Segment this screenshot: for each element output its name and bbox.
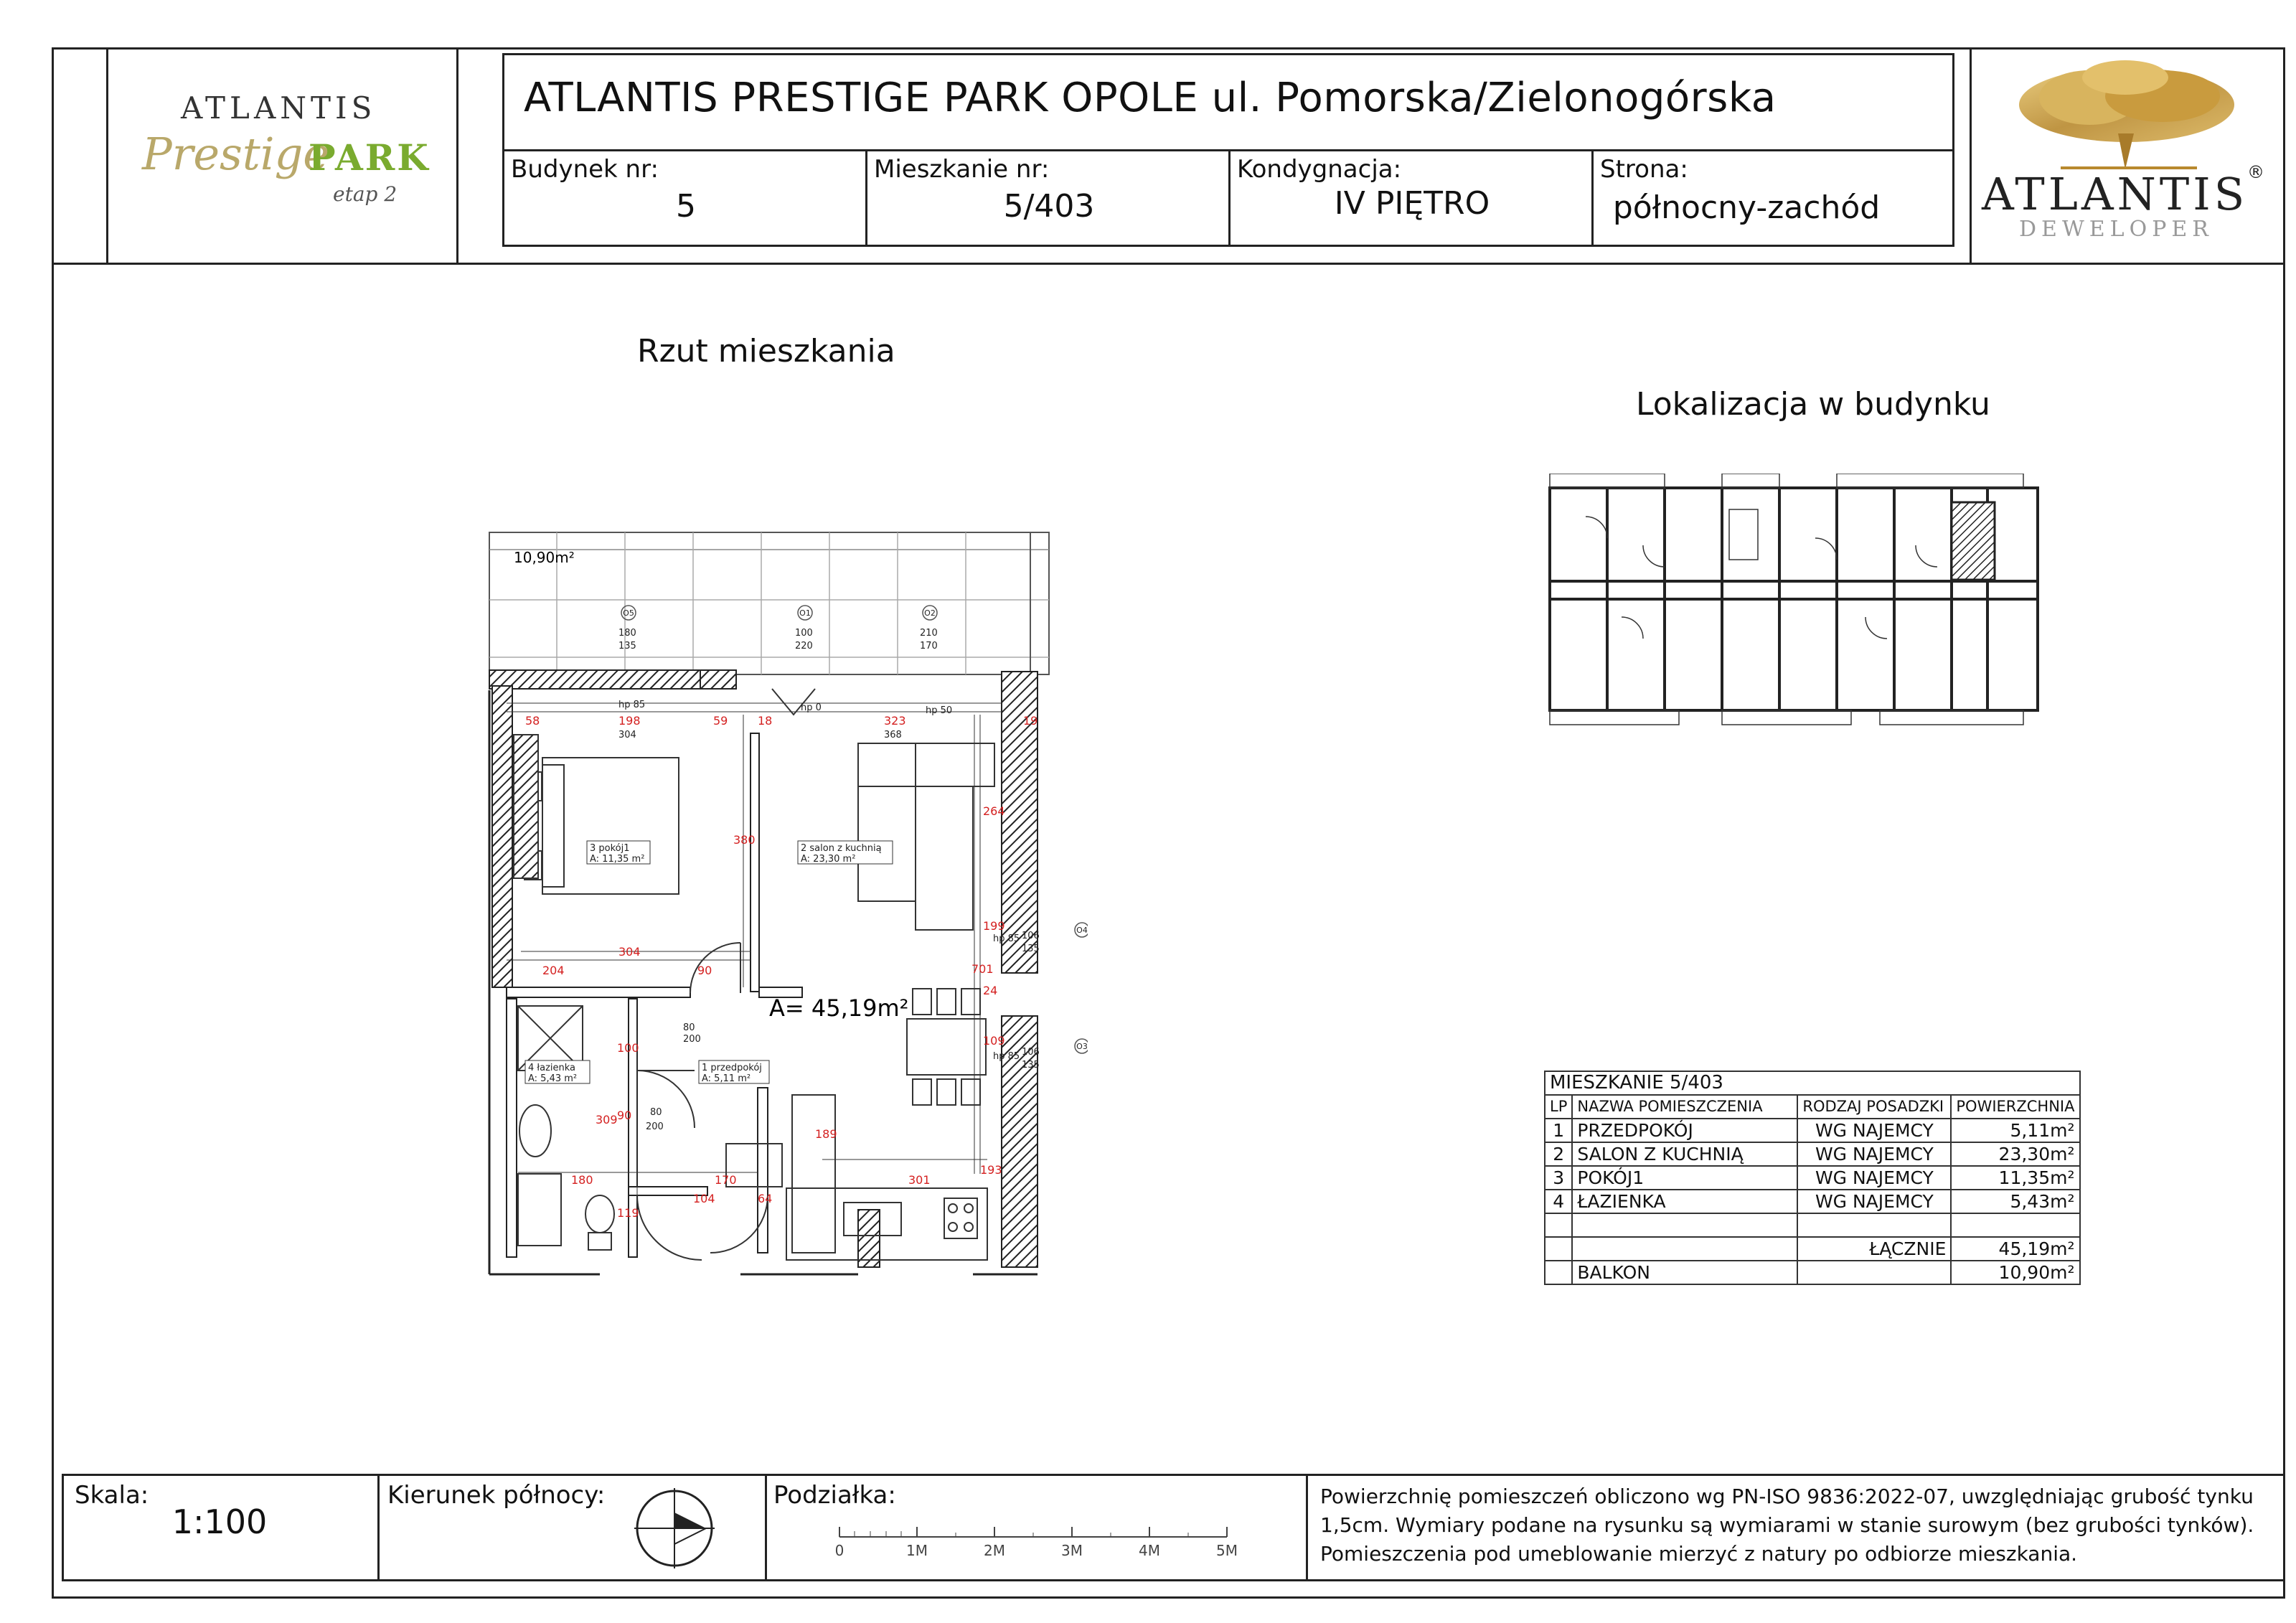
plan-heading: Rzut mieszkania (637, 333, 895, 370)
row-floor: WG NAJEMCY (1797, 1142, 1951, 1166)
table-row (1545, 1213, 2080, 1237)
table-header-row (1545, 1095, 2080, 1119)
dim-red: 180 (571, 1173, 593, 1187)
north-label: Kierunek północy: (387, 1481, 606, 1510)
ruler-tick: 2M (984, 1542, 1005, 1559)
window-tag: O5 (623, 608, 634, 618)
registered-mark: ® (2247, 162, 2264, 182)
row-name: ŁAZIENKA (1572, 1190, 1797, 1213)
dim-red: 189 (815, 1127, 837, 1141)
apartment-highlight (1952, 502, 1995, 580)
bed (514, 735, 679, 894)
scale-label: Skala: (75, 1481, 149, 1510)
footer-divider (377, 1474, 380, 1581)
row-name: PRZEDPOKÓJ (1572, 1119, 1797, 1142)
building-label: Budynek nr: (511, 155, 659, 184)
dim-black: 220 (795, 641, 813, 651)
col-area: POWIERZCHNIA (1951, 1095, 2079, 1119)
scale-ruler (825, 1520, 1256, 1570)
room-label-living: 2 salon z kuchnią (801, 843, 882, 854)
room-labels (525, 841, 893, 1084)
dim-red: 100 (617, 1041, 639, 1055)
partition-walls (507, 733, 802, 1257)
side-value: północny-zachód (1612, 189, 1881, 226)
dim-black: 100 (795, 628, 813, 639)
dim-red: 309 (596, 1113, 618, 1126)
header-divider (52, 263, 2285, 265)
footer-divider (1306, 1474, 1308, 1581)
north-arrow-icon (631, 1485, 718, 1571)
floor-plan (485, 528, 1088, 1303)
dim-black: hp 0 (801, 702, 822, 713)
logo-line1: ATLANTIS (181, 90, 377, 126)
dim-red: 119 (617, 1206, 639, 1220)
footer-divider (765, 1474, 767, 1581)
sheet-frame (52, 47, 2285, 1599)
room-label-bathroom: 4 łazienka (528, 1063, 576, 1073)
footer-note: Powierzchnię pomieszczeń obliczono wg PN-ISO 9836:2022-07, uwzględniając grubość tynku 1,5cm. Wymiary podane na rysunku są wymiarami w stanie surowym (bez grubości tynków). Pomieszczenia pod umeblowanie mierzyć z natury po odbiorze mieszkania. (1320, 1485, 2254, 1566)
apartment-value: 5/403 (1003, 188, 1095, 225)
bathroom-fixtures (518, 1006, 614, 1250)
dim-red: 90 (697, 964, 712, 977)
scale-value: 1:100 (171, 1502, 268, 1541)
dim-red: 304 (618, 945, 641, 959)
room-label-hall: 1 przedpokój (702, 1063, 762, 1073)
logo-line2b: PARK (309, 136, 430, 179)
dim-black: 80 (683, 1022, 695, 1033)
floor-value: IV PIĘTRO (1334, 185, 1490, 222)
floor-label: Kondygnacja: (1237, 155, 1402, 184)
dim-black: 180 (618, 628, 636, 639)
dim-black: 80 (650, 1107, 662, 1118)
ruler-label: Podziałka: (773, 1481, 896, 1510)
balcony-label: BALKON (1572, 1261, 1797, 1284)
ruler-tick: 1M (906, 1542, 928, 1559)
tree-icon (1975, 55, 2276, 177)
ruler-tick: 0 (834, 1542, 844, 1559)
row-area: 5,11m² (1951, 1119, 2079, 1142)
dim-black: 135 (1022, 1060, 1040, 1071)
dim-black: 135 (618, 641, 636, 651)
logo-line2a: Prestige (142, 128, 329, 180)
table-balcony-row (1545, 1261, 2080, 1284)
dim-red: 170 (715, 1173, 737, 1187)
location-heading: Lokalizacja w budynku (1636, 386, 1990, 423)
row-area: 5,43m² (1951, 1190, 2079, 1213)
room-label-bedroom: 3 pokój1 (590, 843, 630, 854)
row-lp: 2 (1545, 1142, 1572, 1166)
dim-red: 59 (713, 714, 728, 728)
side-label: Strona: (1600, 155, 1688, 184)
col-name: NAZWA POMIESZCZENIA (1572, 1095, 1797, 1119)
dim-black: 368 (884, 730, 902, 740)
dim-red: 301 (908, 1173, 931, 1187)
dim-black: 200 (683, 1034, 701, 1045)
dim-black: 135 (1022, 944, 1040, 954)
row-floor: WG NAJEMCY (1797, 1166, 1951, 1190)
title-divider (865, 149, 867, 247)
project-title: ATLANTIS PRESTIGE PARK OPOLE ul. Pomorska/Zielonogórska (524, 75, 1777, 121)
dim-black: 170 (920, 641, 938, 651)
room-area-living: A: 23,30 m² (801, 854, 856, 865)
row-name: POKÓJ1 (1572, 1166, 1797, 1190)
dim-red: 58 (525, 714, 540, 728)
col-lp: LP (1545, 1095, 1572, 1119)
deweloper-wordmark: DEWELOPER (2019, 217, 2213, 242)
dim-red: 24 (983, 984, 998, 997)
row-area: 23,30m² (1951, 1142, 2079, 1166)
dim-black: 106 (1022, 1047, 1040, 1058)
row-lp: 3 (1545, 1166, 1572, 1190)
room-area-hall: A: 5,11 m² (702, 1073, 751, 1084)
dim-red: 380 (733, 833, 756, 847)
row-lp: 1 (1545, 1119, 1572, 1142)
dim-black: hp 85 (993, 1051, 1020, 1062)
dim-red: 90 (617, 1109, 632, 1122)
dim-red: 104 (693, 1192, 715, 1205)
dim-red: 204 (542, 964, 565, 977)
building-value: 5 (676, 188, 696, 225)
table-row (1545, 1166, 2080, 1190)
header-divider (456, 47, 458, 263)
balcony-area: 10,90m² (514, 549, 575, 566)
row-floor: WG NAJEMCY (1797, 1190, 1951, 1213)
title-divider (1591, 149, 1594, 247)
dim-black: 210 (920, 628, 938, 639)
window-tag: O4 (1076, 926, 1088, 935)
balcony-value: 10,90m² (1951, 1261, 2079, 1284)
window-tag: O3 (1076, 1042, 1088, 1051)
dim-black: hp 50 (926, 705, 953, 716)
room-area-bedroom: A: 11,35 m² (590, 854, 645, 865)
dim-black: 304 (618, 730, 636, 740)
logo-line3: etap 2 (333, 182, 397, 206)
dim-red: 199 (983, 919, 1005, 933)
header-divider (1970, 47, 1972, 263)
row-name: SALON Z KUCHNIĄ (1572, 1142, 1797, 1166)
title-divider (1228, 149, 1231, 247)
dim-red: 323 (884, 714, 906, 728)
dim-black: 106 (1022, 931, 1040, 941)
window-tag: O2 (924, 608, 936, 618)
room-table (1544, 1071, 2081, 1285)
dim-red: 19 (1023, 714, 1038, 728)
table-row (1545, 1190, 2080, 1213)
building-location-plan (1543, 474, 2045, 732)
table-row (1545, 1142, 2080, 1166)
ruler-tick: 4M (1139, 1542, 1160, 1559)
dim-black: 200 (646, 1121, 664, 1132)
total-value: 45,19m² (1951, 1237, 2079, 1261)
window-tag: O1 (799, 608, 811, 618)
prestige-park-logo (115, 86, 452, 230)
table-title: MIESZKANIE 5/403 (1545, 1071, 2080, 1095)
dim-red: 18 (758, 714, 773, 728)
ruler-tick: 5M (1216, 1542, 1238, 1559)
dim-red: 64 (758, 1192, 773, 1205)
table-row (1545, 1119, 2080, 1142)
table-total-row (1545, 1237, 2080, 1261)
atlantis-deweloper-logo (1975, 55, 2276, 255)
room-area-bathroom: A: 5,43 m² (528, 1073, 578, 1084)
header-divider (106, 47, 108, 263)
dim-black: hp 85 (618, 700, 646, 710)
row-floor: WG NAJEMCY (1797, 1119, 1951, 1142)
dim-red: 701 (971, 962, 994, 976)
total-area-label: A= 45,19m² (769, 994, 909, 1022)
dim-red: 193 (980, 1163, 1002, 1177)
dim-red: 198 (618, 714, 641, 728)
dim-black: hp 85 (993, 933, 1020, 944)
apartment-label: Mieszkanie nr: (874, 155, 1050, 184)
atlantis-wordmark: ATLANTIS (1982, 168, 2249, 220)
dim-red: 264 (983, 804, 1005, 818)
row-lp: 4 (1545, 1190, 1572, 1213)
total-label: ŁĄCZNIE (1797, 1237, 1951, 1261)
ruler-tick: 3M (1061, 1542, 1083, 1559)
row-area: 11,35m² (1951, 1166, 2079, 1190)
dim-red: 109 (983, 1034, 1005, 1048)
col-floor: RODZAJ POSADZKI (1797, 1095, 1951, 1119)
